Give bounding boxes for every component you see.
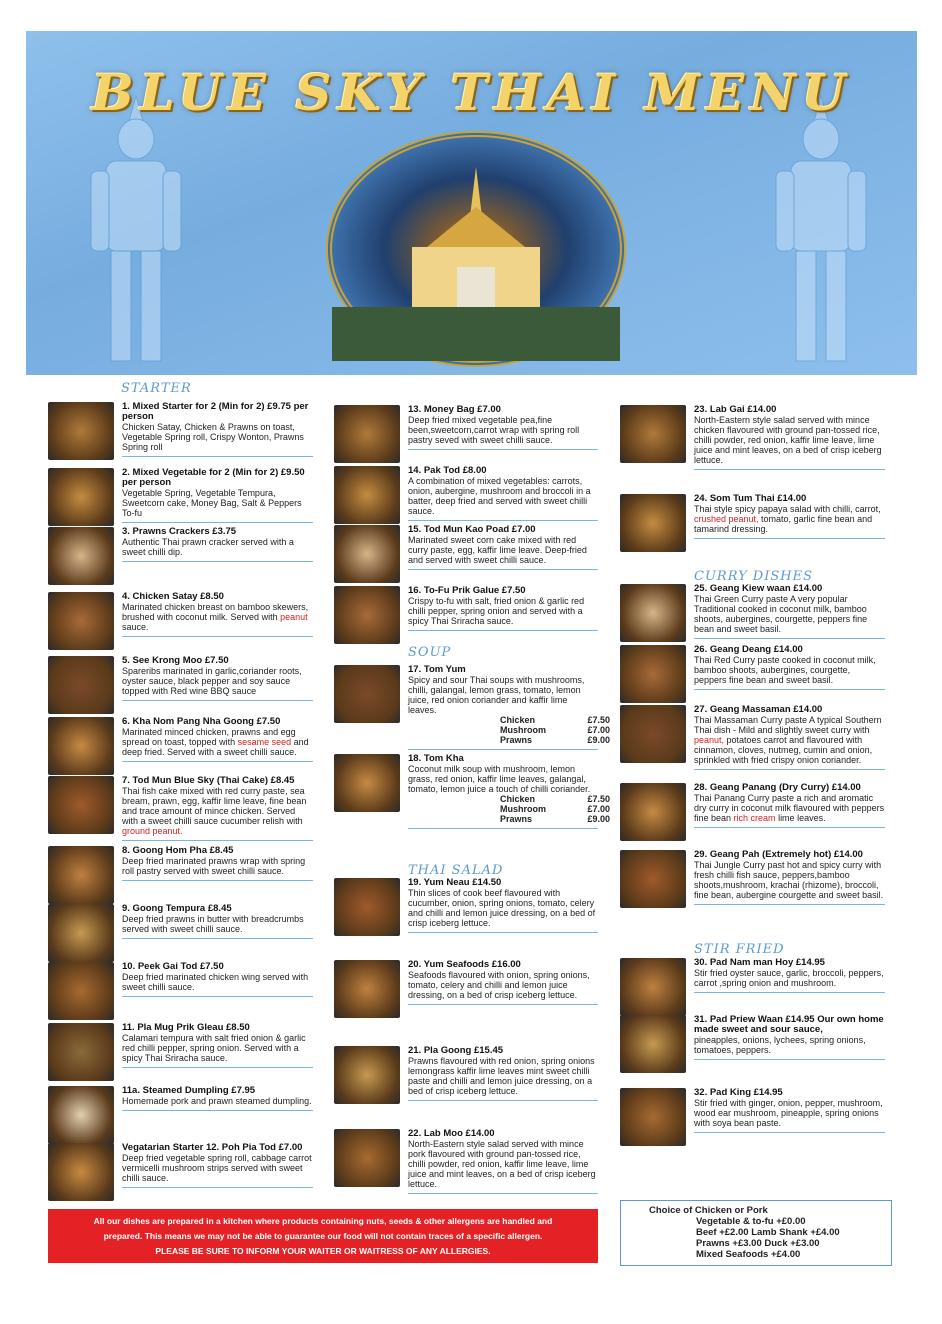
menu-item xyxy=(334,586,598,661)
menu-item-description: Marinated sweet corn cake mixed with red curry paste, egg, kaffir lime leave. Deep-fried and served with sweet chilli sauce. xyxy=(408,535,587,565)
menu-item-text xyxy=(122,468,313,523)
menu-item-name: 11. Pla Mug Prik Gleau £8.50 xyxy=(122,1022,250,1033)
section-title-starter: STARTER xyxy=(121,381,192,396)
menu-item-description: North-Eastern style salad served with mince pork flavoured with ground pan-tossed rice, chilli powder, red onion, kaffir lime leave, lime juice and mint leaves, on a bed of crisp iceberg lettuce. xyxy=(408,1139,596,1189)
menu-item-description: Deep fried marinated chicken wing served with sweet chilli sauce. xyxy=(122,972,309,992)
menu-item xyxy=(48,1086,313,1139)
menu-item-name: 13. Money Bag £7.00 xyxy=(408,404,501,415)
menu-item-description: Thai Jungle Curry past hot and spicy curry with fresh chilli fish sauce, peppers,bamboo shoots,mushroom, krachai (rhizome), broccoli, fine bean, aubergine courgette and sweet basil. xyxy=(694,860,884,900)
dish-photo xyxy=(620,494,686,552)
menu-item-description: Stir fried oyster sauce, garlic, broccoli, peppers, carrot ,spring onion and mushroom. xyxy=(694,968,884,988)
menu-item-text xyxy=(122,527,313,562)
menu-item-description: Thai fish cake mixed with red curry paste, sea bream, prawn, egg, kaffir lime leave, fine bean and trace amount of mince chicken. Served with a sweet chilli sauce cucumber relish with ground peanut. xyxy=(122,786,307,836)
menu-item-text xyxy=(694,783,885,828)
allergen-highlight: sesame seed xyxy=(237,737,292,747)
menu-item-text xyxy=(122,776,313,841)
menu-item-text xyxy=(408,1046,598,1101)
menu-item xyxy=(620,645,885,701)
menu-item-text xyxy=(694,705,885,770)
allergy-line-2: prepared. This means we may not be able to guarantee our food will not contain traces of a specific allergen. xyxy=(103,1231,543,1241)
menu-item xyxy=(48,402,313,464)
dish-photo xyxy=(334,665,400,723)
temple-icon xyxy=(332,137,620,361)
menu-item-name: 20. Yum Seafoods £16.00 xyxy=(408,959,521,970)
dish-photo xyxy=(48,846,114,904)
menu-item-description: Vegetable Spring, Vegetable Tempura, Sweetcorn cake, Money Bag, Salt & Peppers To-fu xyxy=(122,488,302,518)
menu-item-name: 29. Geang Pah (Extremely hot) £14.00 xyxy=(694,849,863,860)
menu-item-text xyxy=(122,1086,313,1111)
allergen-highlight: crushed peanut, xyxy=(694,514,759,524)
dish-photo xyxy=(334,525,400,583)
price-row: Chicken £7.50 xyxy=(500,715,610,725)
menu-item xyxy=(48,656,313,713)
menu-item-name: 27. Geang Massaman £14.00 xyxy=(694,704,823,715)
dish-photo xyxy=(334,754,400,812)
menu-item-name: 21. Pla Goong £15.45 xyxy=(408,1045,504,1056)
menu-item xyxy=(48,1143,313,1209)
price-list xyxy=(500,794,610,824)
page-title: BLUE SKY THAI MENU xyxy=(91,63,852,122)
menu-item-description: Deep fried prawns in butter with breadcrumbs served with sweet chilli sauce. xyxy=(122,914,304,934)
menu-item-text xyxy=(694,958,885,993)
dish-photo xyxy=(48,656,114,714)
price-row: Mushroom £7.00 xyxy=(500,725,610,735)
choice-line: Prawns +£3.00 Duck +£3.00 xyxy=(696,1238,820,1249)
menu-item xyxy=(620,584,885,641)
menu-item-text xyxy=(694,645,885,690)
dish-photo xyxy=(334,1046,400,1104)
menu-item-text xyxy=(694,405,885,470)
dish-photo xyxy=(334,466,400,524)
menu-item-description: Thin slices of cook beef flavoured with cucumber, onion, spring onions, tomato, celery and chilli and lemon juice dressing, on a bed of crisp iceberg lettuce. xyxy=(408,888,596,928)
dish-photo xyxy=(48,717,114,775)
menu-item-text xyxy=(122,402,313,457)
menu-item xyxy=(620,850,885,954)
menu-item-name: 1. Mixed Starter for 2 (Min for 2) £9.75 per person xyxy=(122,401,309,422)
menu-item-text xyxy=(694,1088,885,1133)
dish-photo xyxy=(620,584,686,642)
menu-item xyxy=(48,592,313,652)
menu-item-text xyxy=(122,656,313,701)
menu-item-description: Crispy to-fu with salt, fried onion & garlic red chilli pepper, spring onion and served with a spicy Thai Sriracha sauce. xyxy=(408,596,585,626)
menu-item-description: Seafoods flavoured with onion, spring onions, tomato, celery and chilli and lemon juice dressing, on a bed of crisp iceberg lettuce. xyxy=(408,970,590,1000)
menu-item-name: 10. Peek Gai Tod £7.50 xyxy=(122,961,224,972)
menu-item xyxy=(334,466,598,521)
menu-item xyxy=(334,878,598,956)
menu-item xyxy=(334,960,598,1042)
dish-photo xyxy=(48,592,114,650)
menu-item-text xyxy=(408,753,610,829)
menu-item-description: Coconut milk soup with mushroom, lemon grass, red onion, kaffir lime leaves, galangal, tomato, lemon juice a touch of chilli coriander. xyxy=(408,764,591,794)
menu-item-text xyxy=(694,584,885,639)
menu-item xyxy=(334,753,610,874)
menu-item-name: 23. Lab Gai £14.00 xyxy=(694,404,777,415)
dish-photo xyxy=(48,962,114,1020)
menu-item-description: Chicken Satay, Chicken & Prawns on toast, Vegetable Spring roll, Crispy Wonton, Prawns Spring roll xyxy=(122,422,304,452)
choice-line: Mixed Seafoods +£4.00 xyxy=(696,1249,801,1260)
menu-item xyxy=(334,1046,598,1125)
menu-item-name: 11a. Steamed Dumpling £7.95 xyxy=(122,1085,256,1096)
menu-item-description: Spareribs marinated in garlic,coriander roots, oyster sauce, black pepper and soy sauce topped with Red wine BBQ sauce xyxy=(122,666,302,696)
menu-item-name: 15. Tod Mun Kao Poad £7.00 xyxy=(408,524,536,535)
menu-item-name: Vegatarian Starter 12. Poh Pia Tod £7.00 xyxy=(122,1142,303,1153)
section-title-thai-salad: THAI SALAD xyxy=(408,863,504,878)
menu-item-description: Authentic Thai prawn cracker served with a sweet chilli dip. xyxy=(122,537,294,557)
dish-photo xyxy=(620,705,686,763)
menu-item xyxy=(334,525,598,582)
menu-item-name: 22. Lab Moo £14.00 xyxy=(408,1128,495,1139)
section-title-soup: SOUP xyxy=(408,645,452,660)
dish-photo xyxy=(620,1015,686,1073)
menu-item-description: Stir fried with ginger, onion, pepper, mushroom, wood ear mushroom, pineapple, spring onions with soya bean paste. xyxy=(694,1098,883,1128)
menu-item-name: 9. Goong Tempura £8.45 xyxy=(122,903,232,914)
menu-item-text xyxy=(408,525,598,570)
menu-item-text xyxy=(122,592,313,637)
menu-item-text xyxy=(122,717,313,762)
menu-item-name: 28. Geang Panang (Dry Curry) £14.00 xyxy=(694,782,861,793)
menu-item-description: Calamari tempura with salt fried onion & garlic red chilli pepper, spring onion. Served with a spicy Thai Sriracha sauce. xyxy=(122,1033,306,1063)
price-row: Mushroom £7.00 xyxy=(500,804,610,814)
menu-item-name: 18. Tom Kha xyxy=(408,753,464,764)
menu-item-description: Deep fried vegetable spring roll, cabbage carrot vermicelli mushroom strips served with sweet chilli sauce. xyxy=(122,1153,312,1183)
menu-item-text xyxy=(694,494,885,539)
menu-item xyxy=(620,705,885,779)
menu-item-name: 16. To-Fu Prik Galue £7.50 xyxy=(408,585,526,596)
dish-photo xyxy=(620,783,686,841)
menu-item xyxy=(48,1023,313,1082)
section-title-stir-fried: STIR FRIED xyxy=(694,942,785,957)
dish-photo xyxy=(334,960,400,1018)
menu-item-description: Thai Panang Curry paste a rich and aromatic dry curry in coconut milk flavoured with peppers fine bean rich cream lime leaves. xyxy=(694,793,885,823)
menu-item-text xyxy=(122,846,313,881)
menu-item-description: Marinated minced chicken, prawns and egg spread on toast, topped with sesame seed and deep fried. Served with a sweet chilli sauce. xyxy=(122,727,309,757)
menu-item-text xyxy=(408,878,598,933)
menu-item-text xyxy=(408,664,610,750)
dish-photo xyxy=(620,850,686,908)
menu-item-name: 3. Prawns Crackers £3.75 xyxy=(122,526,237,537)
menu-item-name: 24. Som Tum Thai £14.00 xyxy=(694,493,807,504)
menu-item xyxy=(620,958,885,1011)
menu-item-description: pineapples, onions, lychees, spring onions, tomatoes, peppers. xyxy=(694,1035,866,1055)
menu-item-text xyxy=(694,850,885,905)
menu-item-text xyxy=(408,1129,598,1194)
menu-item-description: Deep fried mixed vegetable pea,fine been,sweetcorn,carrot wrap with spring roll pastry seved with sweet chilli sauce. xyxy=(408,415,580,445)
dish-photo xyxy=(334,405,400,463)
menu-item xyxy=(620,783,885,846)
dish-photo xyxy=(48,776,114,834)
menu-item xyxy=(48,468,313,523)
menu-item-description: Thai Green Curry paste A very popular Traditional cooked in coconut milk, bamboo shoots, aubergines, courgette, peppers fine bean and sweet basil. xyxy=(694,594,868,634)
menu-item xyxy=(48,904,313,958)
menu-item xyxy=(334,405,598,462)
menu-item xyxy=(620,1015,885,1084)
allergen-highlight: ground peanut. xyxy=(122,826,183,836)
menu-item-name: 2. Mixed Vegetable for 2 (Min for 2) £9.50 per person xyxy=(122,467,305,488)
menu-item xyxy=(48,527,313,588)
header-banner xyxy=(26,31,917,375)
menu-item-name: 19. Yum Neau £14.50 xyxy=(408,877,502,888)
dish-photo xyxy=(620,1088,686,1146)
menu-item-name: 17. Tom Yum xyxy=(408,664,466,675)
menu-item-description: Homemade pork and prawn steamed dumpling. xyxy=(122,1096,312,1106)
menu-item-text xyxy=(694,1015,885,1060)
price-list xyxy=(500,715,610,745)
menu-item xyxy=(620,494,885,580)
menu-item-text xyxy=(122,962,313,997)
dish-photo xyxy=(334,1129,400,1187)
allergy-line-1: All our dishes are prepared in a kitchen where products containing nuts, seeds & other allergens are handled and xyxy=(93,1216,553,1226)
menu-item-name: 4. Chicken Satay £8.50 xyxy=(122,591,224,602)
menu-item-name: 8. Goong Hom Pha £8.45 xyxy=(122,845,234,856)
menu-item-text xyxy=(122,904,313,939)
menu-item xyxy=(48,846,313,900)
menu-item-description: Thai Massaman Curry paste A typical Southern Thai dish - Mild and slightly sweet curry with peanut, potatoes carrot and flavoured with cinnamon, cloves, nutmeg, cumin and onion, sprinkled with fried crispy onion coriander. xyxy=(694,715,882,765)
menu-item-name: 5. See Krong Moo £7.50 xyxy=(122,655,229,666)
menu-item-name: 14. Pak Tod £8.00 xyxy=(408,465,487,476)
dish-photo xyxy=(620,645,686,703)
menu-item-description: North-Eastern style salad served with mince chicken flavoured with ground pan-tossed rice, chilli powder, red onion, kaffir lime leave, lime juice and mint leaves, on a bed of crisp iceberg lettuce. xyxy=(694,415,882,465)
menu-item-text xyxy=(122,1023,313,1068)
dish-photo xyxy=(48,904,114,962)
menu-item xyxy=(48,717,313,772)
menu-item-name: 25. Geang Kiew waan £14.00 xyxy=(694,583,823,594)
menu-item-text xyxy=(122,1143,313,1188)
menu-item xyxy=(48,962,313,1019)
price-row: Chicken £7.50 xyxy=(500,794,610,804)
price-row: Prawns £9.00 xyxy=(500,735,610,745)
menu-item-name: 32. Pad King £14.95 xyxy=(694,1087,783,1098)
guardian-statue-right-icon xyxy=(766,91,876,371)
menu-item-description: Spicy and sour Thai soups with mushrooms, chilli, galangal, lemon grass, tomato, lemon juice, red onion coriander and kaffir lime leaves. xyxy=(408,675,585,715)
dish-photo xyxy=(48,468,114,526)
dish-photo xyxy=(620,958,686,1016)
menu-item-description: Thai Red Curry paste cooked in coconut milk, bamboo shoots, aubergines, courgette, peppers fine bean and sweet basil. xyxy=(694,655,876,685)
dish-photo xyxy=(48,1023,114,1081)
menu-item-name: 26. Geang Deang £14.00 xyxy=(694,644,803,655)
guardian-statue-left-icon xyxy=(81,91,191,371)
menu-item-name: 31. Pad Priew Waan £14.95 Our own home made sweet and sour sauce, xyxy=(694,1014,884,1035)
menu-item-description: Marinated chicken breast on bamboo skewers, brushed with coconut milk. Served with peanut sauce. xyxy=(122,602,309,632)
dish-photo xyxy=(48,402,114,460)
menu-item-description: Deep fried marinated prawns wrap with spring roll pastry served with sweet chilli sauce. xyxy=(122,856,306,876)
menu-item-description: Thai style spicy papaya salad with chilli, carrot, crushed peanut, tomato, garlic fine bean and tamarind dressing. xyxy=(694,504,881,534)
choice-line: Vegetable & to-fu +£0.00 xyxy=(696,1216,806,1227)
menu-item-description: A combination of mixed vegetables: carrots, onion, aubergine, mushroom and broccoli in a batter, deep fried and served with sweet chilli sauce. xyxy=(408,476,591,516)
menu-item-text xyxy=(408,960,598,1005)
menu-item xyxy=(620,405,885,490)
dish-photo xyxy=(334,878,400,936)
menu-item xyxy=(334,664,610,750)
allergy-notice xyxy=(48,1209,598,1263)
menu-item-text xyxy=(408,405,598,450)
dish-photo xyxy=(48,1143,114,1201)
menu-item-text xyxy=(408,586,598,631)
dish-photo xyxy=(334,586,400,644)
menu-item-name: 30. Pad Nam man Hoy £14.95 xyxy=(694,957,825,968)
choice-title: Choice of Chicken or Pork xyxy=(649,1205,768,1216)
section-title-curry: CURRY DISHES xyxy=(694,569,813,584)
temple-image xyxy=(326,131,626,367)
dish-photo xyxy=(48,527,114,585)
menu-item-name: 7. Tod Mun Blue Sky (Thai Cake) £8.45 xyxy=(122,775,295,786)
dish-photo xyxy=(48,1086,114,1144)
allergen-highlight: peanut, xyxy=(694,735,725,745)
protein-choice-box xyxy=(620,1200,892,1266)
allergy-line-3: PLEASE BE SURE TO INFORM YOUR WAITER OR WAITRESS OF ANY ALLERGIES. xyxy=(155,1246,491,1256)
menu-item xyxy=(334,1129,598,1195)
choice-line: Beef +£2.00 Lamb Shank +£4.00 xyxy=(696,1227,840,1238)
menu-item xyxy=(620,1088,885,1154)
menu-item-description: Prawns flavoured with red onion, spring onions lemongrass kaffir lime leaves mint sweet chilli paste and chilli and lemon juice dressing, on a bed of crisp iceberg lettuce. xyxy=(408,1056,595,1096)
menu-item xyxy=(48,776,313,842)
dish-photo xyxy=(620,405,686,463)
allergen-highlight: rich cream xyxy=(733,813,776,823)
menu-item-text xyxy=(408,466,598,521)
menu-item-name: 6. Kha Nom Pang Nha Goong £7.50 xyxy=(122,716,281,727)
price-row: Prawns £9.00 xyxy=(500,814,610,824)
allergen-highlight: peanut xyxy=(280,612,308,622)
